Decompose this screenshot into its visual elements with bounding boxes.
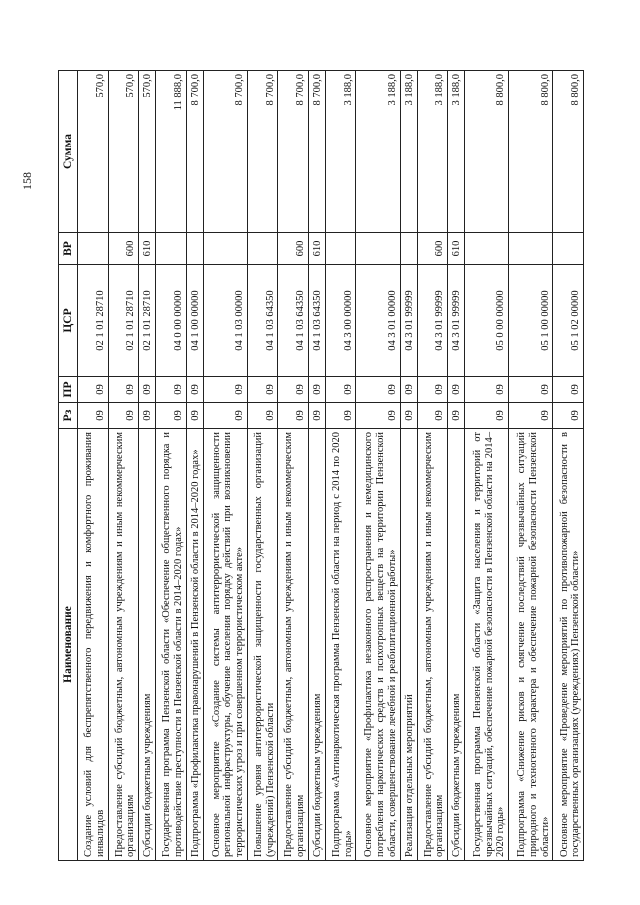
cell-csr: 02 1 01 28710 — [108, 265, 139, 377]
table-wrapper — [58, 71, 584, 861]
cell-rz: 09 — [465, 403, 509, 429]
cell-name: Государственная программа Пензенской области «Защита населения и территорий от чрезвычайных ситуаций, обеспечение пожарной безопасности в Пензенской области на 2014–2020 годы» — [465, 429, 509, 861]
cell-name: Создание условий для беспрепятственного передвижения и комфортного проживания инвалидов — [78, 429, 109, 861]
cell-rz: 09 — [509, 403, 553, 429]
cell-csr: 04 3 01 99999 — [400, 265, 417, 377]
cell-name: Основное мероприятие «Проведение мероприятий по противопожарной безопасности в государственных организациях (учреждениях) Пензенской области» — [553, 429, 584, 861]
table-row — [139, 71, 156, 861]
cell-sum: 8 800,0 — [465, 71, 509, 233]
page-number: 158 — [20, 172, 34, 190]
table-row — [400, 71, 417, 861]
table-row — [509, 71, 553, 861]
cell-rz: 09 — [203, 403, 247, 429]
table-row — [465, 71, 509, 861]
cell-csr: 04 3 00 00000 — [325, 265, 356, 377]
table-row — [553, 71, 584, 861]
cell-vr: 610 — [139, 233, 156, 265]
cell-name: Государственная программа Пензенской области «Обеспечение общественного порядка и противодействие преступности в Пензенской области в 2014–2020 годах» — [156, 429, 187, 861]
table-row — [448, 71, 465, 861]
cell-sum: 8 700,0 — [308, 71, 325, 233]
cell-vr — [186, 233, 203, 265]
cell-sum: 8 800,0 — [553, 71, 584, 233]
cell-vr — [356, 233, 400, 265]
cell-rz: 09 — [325, 403, 356, 429]
cell-pr: 09 — [465, 377, 509, 403]
table-row — [78, 71, 109, 861]
header-csr: ЦСР — [59, 265, 78, 377]
cell-csr: 02 1 01 28710 — [78, 265, 109, 377]
table-row — [156, 71, 187, 861]
cell-name: Основное мероприятие «Профилактика незаконного распространения и немедицинского потребления наркотических средств и психотропных веществ на территории Пензенской области, совершенствование лечебной и реабилитационной работы» — [356, 429, 400, 861]
cell-name: Субсидии бюджетным учреждениям — [448, 429, 465, 861]
cell-pr: 09 — [186, 377, 203, 403]
cell-pr: 09 — [78, 377, 109, 403]
budget-table — [58, 70, 584, 861]
cell-vr: 610 — [448, 233, 465, 265]
cell-vr: 610 — [308, 233, 325, 265]
cell-csr: 04 3 01 99999 — [448, 265, 465, 377]
cell-pr: 09 — [108, 377, 139, 403]
table-row — [108, 71, 139, 861]
cell-name: Субсидии бюджетным учреждениям — [308, 429, 325, 861]
table-row — [247, 71, 278, 861]
cell-name: Реализация отдельных мероприятий — [400, 429, 417, 861]
table-row — [186, 71, 203, 861]
cell-pr: 09 — [139, 377, 156, 403]
table-header-row — [59, 71, 78, 861]
cell-rz: 09 — [356, 403, 400, 429]
cell-pr: 09 — [448, 377, 465, 403]
cell-csr: 04 3 01 00000 — [356, 265, 400, 377]
table-row — [308, 71, 325, 861]
cell-sum: 570,0 — [108, 71, 139, 233]
cell-vr: 600 — [278, 233, 309, 265]
table-body — [78, 71, 584, 861]
cell-sum: 8 700,0 — [203, 71, 247, 233]
cell-name: Предоставление субсидий бюджетным, автономным учреждениям и иным некоммерческим организациям — [108, 429, 139, 861]
cell-csr: 04 0 00 00000 — [156, 265, 187, 377]
cell-name: Субсидии бюджетным учреждениям — [139, 429, 156, 861]
header-vr: ВР — [59, 233, 78, 265]
cell-sum: 8 700,0 — [186, 71, 203, 233]
cell-csr: 05 0 00 00000 — [465, 265, 509, 377]
header-pr: ПР — [59, 377, 78, 403]
cell-rz: 09 — [78, 403, 109, 429]
cell-vr — [78, 233, 109, 265]
cell-vr — [203, 233, 247, 265]
cell-rz: 09 — [400, 403, 417, 429]
cell-csr: 04 1 00 00000 — [186, 265, 203, 377]
cell-pr: 09 — [278, 377, 309, 403]
cell-csr: 04 1 03 64350 — [308, 265, 325, 377]
cell-pr: 09 — [509, 377, 553, 403]
cell-name: Повышение уровня антитеррористической защищенности государственных организаций (учреждений) Пензенской области — [247, 429, 278, 861]
cell-rz: 09 — [186, 403, 203, 429]
cell-sum: 570,0 — [139, 71, 156, 233]
cell-sum: 8 700,0 — [278, 71, 309, 233]
cell-vr — [465, 233, 509, 265]
cell-rz: 09 — [448, 403, 465, 429]
table-row — [325, 71, 356, 861]
cell-rz: 09 — [108, 403, 139, 429]
cell-vr — [247, 233, 278, 265]
cell-sum: 3 188,0 — [400, 71, 417, 233]
cell-name: Основное мероприятие «Создание системы антитеррористической защищенности региональной инфраструктуры, обучение населения порядку действий при возникновении террористических угроз и при совершенном террористическом акте» — [203, 429, 247, 861]
cell-name: Предоставление субсидий бюджетным, автономным учреждениям и иным некоммерческим организациям — [417, 429, 448, 861]
cell-csr: 05 1 02 00000 — [553, 265, 584, 377]
cell-sum: 8 800,0 — [509, 71, 553, 233]
cell-rz: 09 — [156, 403, 187, 429]
cell-sum: 11 888,0 — [156, 71, 187, 233]
cell-csr: 04 1 03 64350 — [247, 265, 278, 377]
cell-name: Подпрограмма «Антинаркотическая программа Пензенской области на период с 2014 по 2020 годы» — [325, 429, 356, 861]
cell-rz: 09 — [417, 403, 448, 429]
cell-csr: 02 1 01 28710 — [139, 265, 156, 377]
cell-csr: 05 1 00 00000 — [509, 265, 553, 377]
cell-pr: 09 — [203, 377, 247, 403]
cell-vr — [553, 233, 584, 265]
cell-vr — [509, 233, 553, 265]
cell-vr — [156, 233, 187, 265]
cell-vr — [400, 233, 417, 265]
cell-csr: 04 1 03 64350 — [278, 265, 309, 377]
cell-pr: 09 — [308, 377, 325, 403]
header-name: Наименование — [59, 429, 78, 861]
cell-csr: 04 1 03 00000 — [203, 265, 247, 377]
cell-name: Предоставление субсидий бюджетным, автономным учреждениям и иным некоммерческим организациям — [278, 429, 309, 861]
cell-pr: 09 — [356, 377, 400, 403]
cell-pr: 09 — [553, 377, 584, 403]
cell-sum: 570,0 — [78, 71, 109, 233]
header-rz: Рз — [59, 403, 78, 429]
cell-rz: 09 — [247, 403, 278, 429]
cell-rz: 09 — [139, 403, 156, 429]
cell-vr — [325, 233, 356, 265]
cell-csr: 04 3 01 99999 — [417, 265, 448, 377]
table-row — [356, 71, 400, 861]
cell-rz: 09 — [553, 403, 584, 429]
cell-sum: 8 700,0 — [247, 71, 278, 233]
cell-sum: 3 188,0 — [325, 71, 356, 233]
cell-sum: 3 188,0 — [448, 71, 465, 233]
cell-pr: 09 — [156, 377, 187, 403]
cell-pr: 09 — [400, 377, 417, 403]
cell-name: Подпрограмма «Профилактика правонарушений в Пензенской области в 2014–2020 годах» — [186, 429, 203, 861]
cell-vr: 600 — [108, 233, 139, 265]
cell-pr: 09 — [325, 377, 356, 403]
cell-sum: 3 188,0 — [417, 71, 448, 233]
header-sum: Сумма — [59, 71, 78, 233]
table-row — [417, 71, 448, 861]
cell-name: Подпрограмма «Снижение рисков и смягчение последствий чрезвычайных ситуаций природного и техногенного характера и обеспечение пожарной безопасности Пензенской области» — [509, 429, 553, 861]
cell-pr: 09 — [247, 377, 278, 403]
table-row — [203, 71, 247, 861]
rotated-table-area — [58, 71, 584, 861]
cell-sum: 3 188,0 — [356, 71, 400, 233]
cell-pr: 09 — [417, 377, 448, 403]
cell-rz: 09 — [308, 403, 325, 429]
cell-vr: 600 — [417, 233, 448, 265]
cell-rz: 09 — [278, 403, 309, 429]
table-row — [278, 71, 309, 861]
